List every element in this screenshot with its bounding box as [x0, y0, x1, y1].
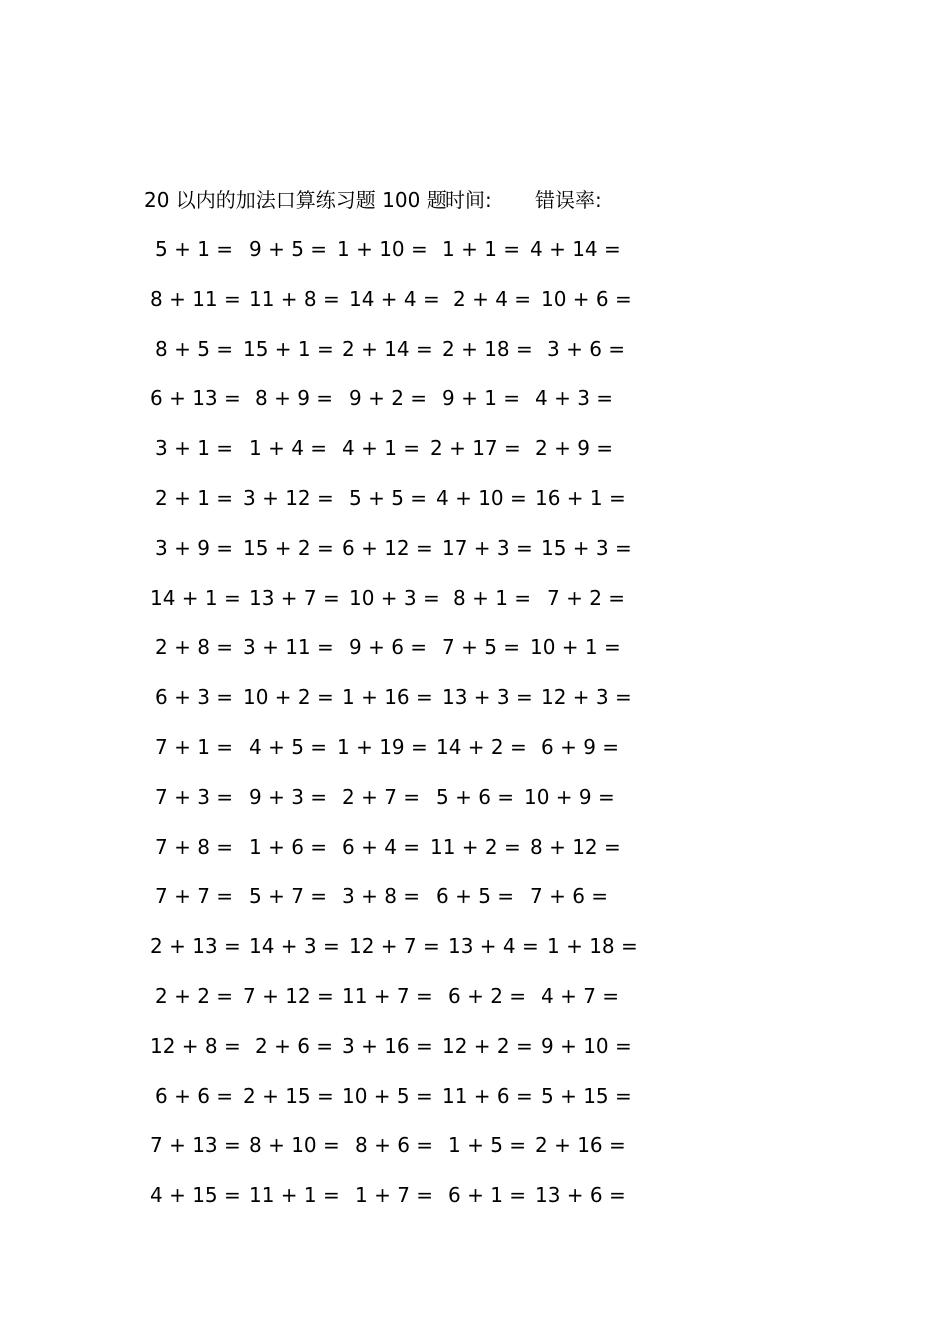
- problem-item: 7 + 6 =: [530, 884, 609, 908]
- problem-item: 2 + 8 =: [155, 635, 234, 659]
- problem-item: 11 + 2 =: [430, 835, 521, 859]
- problem-item: 10 + 1 =: [530, 635, 621, 659]
- problem-item: 2 + 16 =: [535, 1133, 626, 1157]
- problem-item: 1 + 7 =: [355, 1183, 434, 1207]
- problem-item: 6 + 2 =: [448, 984, 527, 1008]
- error-rate-label: 错误率:: [535, 188, 602, 212]
- problem-item: 15 + 3 =: [541, 536, 632, 560]
- problem-item: 6 + 9 =: [541, 735, 620, 759]
- problem-item: 5 + 5 =: [349, 486, 428, 510]
- problem-item: 4 + 7 =: [541, 984, 620, 1008]
- problem-item: 9 + 10 =: [541, 1034, 632, 1058]
- problem-item: 1 + 6 =: [249, 835, 328, 859]
- problem-item: 8 + 9 =: [255, 386, 334, 410]
- problem-item: 10 + 5 =: [342, 1084, 433, 1108]
- problem-item: 1 + 18 =: [547, 934, 638, 958]
- problem-item: 7 + 2 =: [547, 586, 626, 610]
- problem-item: 10 + 3 =: [349, 586, 440, 610]
- problem-item: 5 + 6 =: [436, 785, 515, 809]
- problem-item: 8 + 6 =: [355, 1133, 434, 1157]
- problem-item: 10 + 9 =: [524, 785, 615, 809]
- problem-item: 12 + 8 =: [150, 1034, 241, 1058]
- problem-item: 2 + 9 =: [535, 436, 614, 460]
- problem-item: 7 + 1 =: [155, 735, 234, 759]
- problem-item: 2 + 1 =: [155, 486, 234, 510]
- problem-item: 2 + 7 =: [342, 785, 421, 809]
- problem-item: 14 + 3 =: [249, 934, 340, 958]
- problem-item: 6 + 12 =: [342, 536, 433, 560]
- problem-item: 2 + 17 =: [430, 436, 521, 460]
- problem-item: 9 + 5 =: [249, 237, 328, 261]
- problem-item: 7 + 3 =: [155, 785, 234, 809]
- problem-item: 13 + 3 =: [442, 685, 533, 709]
- problem-item: 17 + 3 =: [442, 536, 533, 560]
- problem-item: 10 + 2 =: [243, 685, 334, 709]
- problem-item: 2 + 14 =: [342, 337, 433, 361]
- problem-item: 2 + 2 =: [155, 984, 234, 1008]
- problem-item: 5 + 15 =: [541, 1084, 632, 1108]
- problem-item: 11 + 8 =: [249, 287, 340, 311]
- problem-item: 7 + 7 =: [155, 884, 234, 908]
- problem-item: 9 + 1 =: [442, 386, 521, 410]
- problem-item: 1 + 4 =: [249, 436, 328, 460]
- problem-item: 8 + 1 =: [453, 586, 532, 610]
- problem-item: 13 + 7 =: [249, 586, 340, 610]
- problem-item: 9 + 3 =: [249, 785, 328, 809]
- problem-item: 4 + 10 =: [436, 486, 527, 510]
- problem-item: 6 + 13 =: [150, 386, 241, 410]
- problem-item: 4 + 14 =: [530, 237, 621, 261]
- problem-item: 9 + 6 =: [349, 635, 428, 659]
- problem-item: 5 + 7 =: [249, 884, 328, 908]
- problem-item: 5 + 1 =: [155, 237, 234, 261]
- problem-item: 6 + 1 =: [448, 1183, 527, 1207]
- problem-item: 6 + 4 =: [342, 835, 421, 859]
- problem-item: 8 + 5 =: [155, 337, 234, 361]
- problem-item: 12 + 7 =: [349, 934, 440, 958]
- problem-item: 3 + 1 =: [155, 436, 234, 460]
- problem-item: 11 + 6 =: [442, 1084, 533, 1108]
- problem-item: 14 + 1 =: [150, 586, 241, 610]
- problem-item: 3 + 12 =: [243, 486, 334, 510]
- problem-item: 15 + 2 =: [243, 536, 334, 560]
- problem-item: 3 + 8 =: [342, 884, 421, 908]
- problem-item: 3 + 16 =: [342, 1034, 433, 1058]
- problem-item: 9 + 2 =: [349, 386, 428, 410]
- problem-item: 7 + 13 =: [150, 1133, 241, 1157]
- problem-item: 2 + 18 =: [442, 337, 533, 361]
- problem-item: 12 + 3 =: [541, 685, 632, 709]
- problem-item: 4 + 15 =: [150, 1183, 241, 1207]
- problem-item: 1 + 5 =: [448, 1133, 527, 1157]
- problem-item: 3 + 6 =: [547, 337, 626, 361]
- problem-item: 6 + 6 =: [155, 1084, 234, 1108]
- problem-item: 2 + 4 =: [453, 287, 532, 311]
- problem-item: 7 + 8 =: [155, 835, 234, 859]
- problem-item: 6 + 5 =: [436, 884, 515, 908]
- time-label: 时间:: [445, 188, 492, 212]
- problem-item: 2 + 6 =: [255, 1034, 334, 1058]
- problem-item: 2 + 15 =: [243, 1084, 334, 1108]
- problem-item: 8 + 12 =: [530, 835, 621, 859]
- problem-item: 16 + 1 =: [535, 486, 626, 510]
- problem-item: 1 + 19 =: [337, 735, 428, 759]
- problem-item: 15 + 1 =: [243, 337, 334, 361]
- problem-item: 13 + 4 =: [448, 934, 539, 958]
- problem-item: 4 + 3 =: [535, 386, 614, 410]
- problem-item: 11 + 7 =: [342, 984, 433, 1008]
- problem-item: 8 + 11 =: [150, 287, 241, 311]
- problem-item: 3 + 9 =: [155, 536, 234, 560]
- problem-item: 3 + 11 =: [243, 635, 334, 659]
- problem-item: 14 + 4 =: [349, 287, 440, 311]
- problem-item: 1 + 10 =: [337, 237, 428, 261]
- problem-item: 14 + 2 =: [436, 735, 527, 759]
- problem-item: 7 + 5 =: [442, 635, 521, 659]
- problem-item: 4 + 5 =: [249, 735, 328, 759]
- problem-item: 11 + 1 =: [249, 1183, 340, 1207]
- problem-item: 1 + 1 =: [442, 237, 521, 261]
- worksheet-title: 20 以内的加法口算练习题 100 题: [144, 188, 447, 212]
- problem-item: 2 + 13 =: [150, 934, 241, 958]
- problem-item: 1 + 16 =: [342, 685, 433, 709]
- problem-item: 6 + 3 =: [155, 685, 234, 709]
- problem-item: 12 + 2 =: [442, 1034, 533, 1058]
- problem-item: 8 + 10 =: [249, 1133, 340, 1157]
- problem-item: 10 + 6 =: [541, 287, 632, 311]
- problem-item: 7 + 12 =: [243, 984, 334, 1008]
- problem-item: 4 + 1 =: [342, 436, 421, 460]
- problem-item: 13 + 6 =: [535, 1183, 626, 1207]
